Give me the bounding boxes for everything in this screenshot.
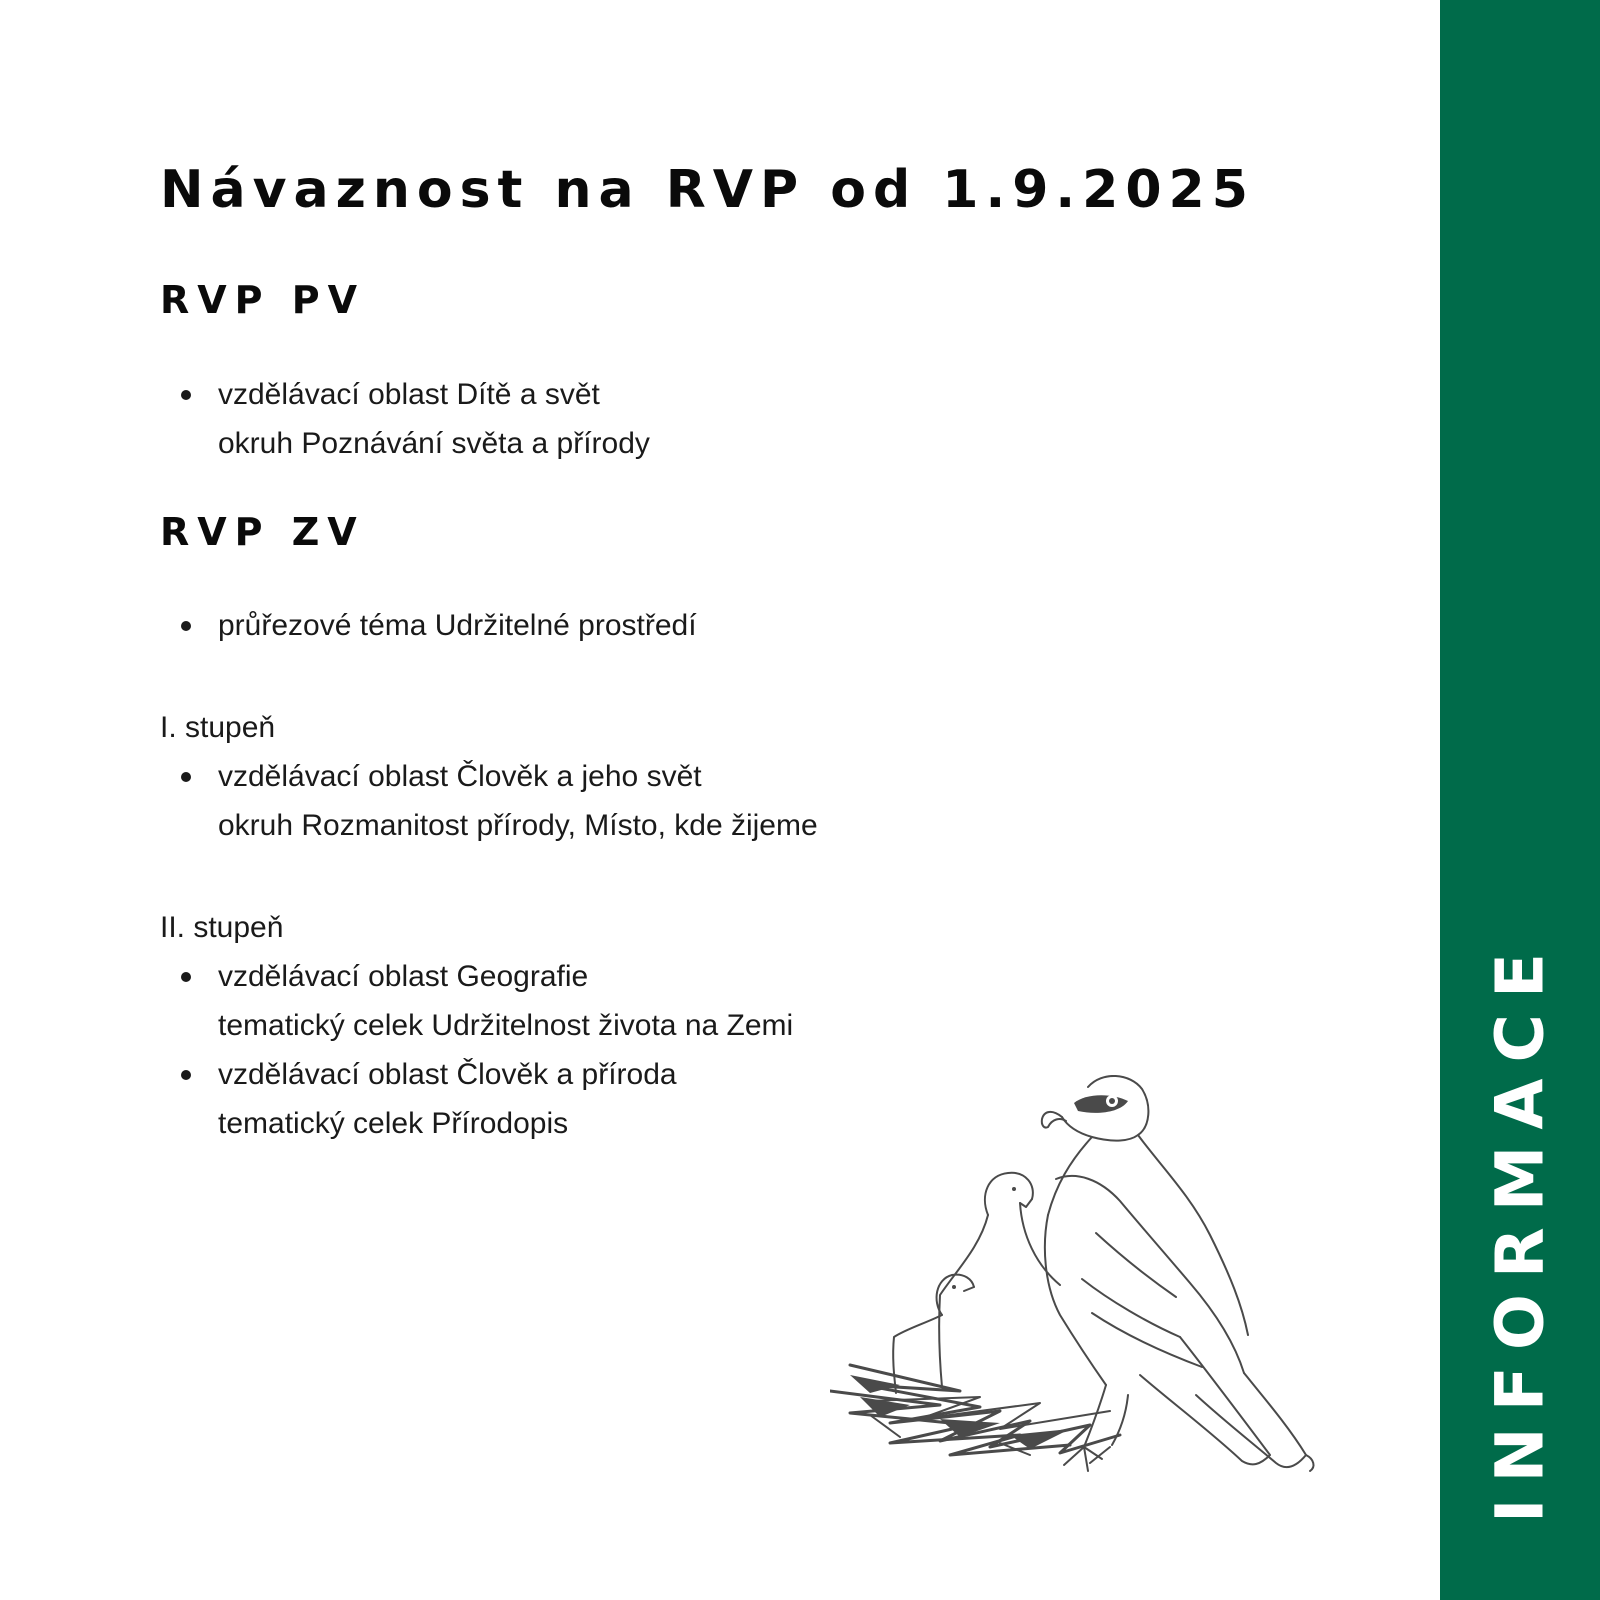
bullet-icon — [181, 390, 191, 400]
bullet-icon — [181, 972, 191, 982]
sidebar-panel — [1440, 0, 1600, 1600]
sidebar-label: INFORMACE — [1481, 936, 1559, 1524]
bullet-icon — [181, 621, 191, 631]
list-item-line: okruh Poznávání světa a přírody — [218, 427, 650, 460]
list-item — [160, 370, 650, 468]
stage-label-second: II. stupeň — [160, 911, 284, 944]
bullet-icon — [181, 772, 191, 782]
list-item-line: tematický celek Přírodopis — [218, 1107, 569, 1140]
harrier-bird-with-chicks-in-nest-icon — [830, 1075, 1350, 1515]
list-item — [160, 752, 818, 850]
section-heading-rvp-zv: RVP ZV — [160, 510, 365, 554]
list-item-line: vzdělávací oblast Dítě a svět — [218, 378, 600, 411]
stage-label-first: I. stupeň — [160, 711, 276, 744]
list-item-line: vzdělávací oblast Člověk a jeho svět — [218, 760, 702, 793]
section-heading-rvp-pv: RVP PV — [160, 278, 366, 322]
list-item-line: tematický celek Udržitelnost života na Zemi — [218, 1009, 794, 1042]
stage-1-list — [160, 752, 818, 850]
list-item-line: vzdělávací oblast Geografie — [218, 960, 589, 993]
rvp-pv-list — [160, 370, 650, 468]
list-item — [160, 952, 793, 1050]
rvp-zv-list — [160, 601, 697, 650]
list-item-line: vzdělávací oblast Člověk a příroda — [218, 1058, 677, 1091]
list-item-line: průřezové téma Udržitelné prostředí — [218, 609, 697, 642]
list-item — [160, 1050, 793, 1148]
list-item-line: okruh Rozmanitost přírody, Místo, kde žijeme — [218, 809, 818, 842]
page-title: Návaznost na RVP od 1.9.2025 — [160, 160, 1255, 220]
stage-2-list — [160, 952, 793, 1148]
bullet-icon — [181, 1070, 191, 1080]
list-item — [160, 601, 697, 650]
